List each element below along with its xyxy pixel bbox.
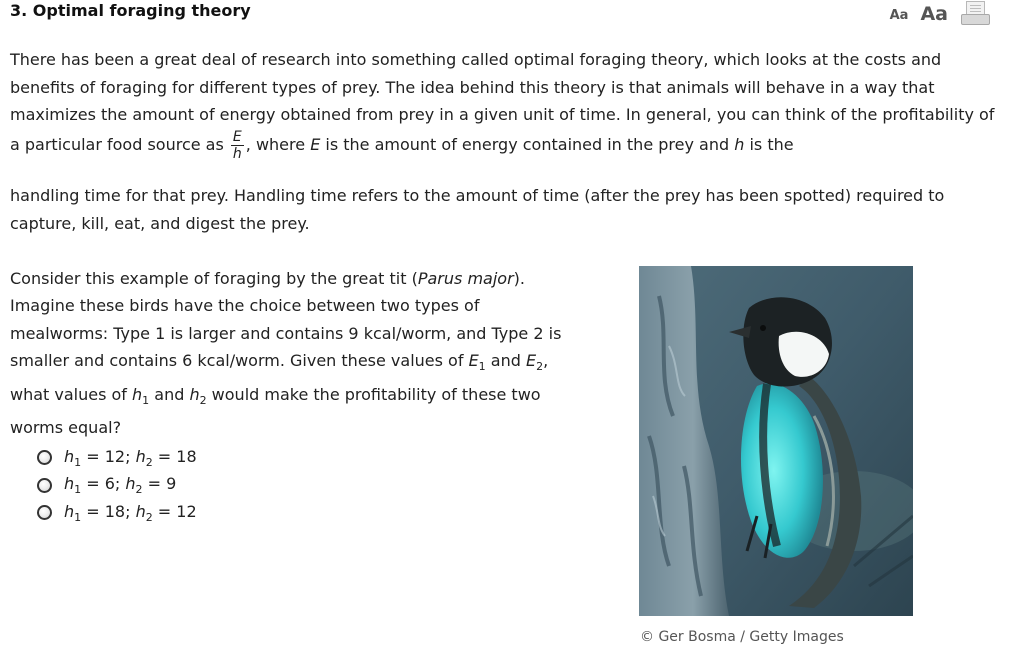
subscript: 1 (478, 360, 486, 374)
problem-text: ). Imagine these birds have the choice between two types of mealworms: Type 1 is larger and contains 9 kcal/worm, and Type 2 is smaller and contains 6 kcal/worm. Given these values of (10, 269, 562, 371)
answer-option[interactable] (37, 472, 197, 500)
fraction-denominator: h (232, 145, 242, 162)
handling-time-paragraph: handling time for that prey. Handling time refers to the amount of time (after the prey has been spotted) required to capture, kill, eat, and digest the prey. (10, 186, 945, 233)
radio-button[interactable] (37, 505, 52, 520)
increase-font-button[interactable]: Aa (920, 3, 948, 25)
printer-icon[interactable] (960, 1, 990, 25)
fraction-numerator: E (231, 129, 244, 146)
intro-text-part: , where (245, 134, 311, 154)
problem-text: would make the profitability of these two worms equal? (10, 384, 541, 438)
intro-text-part: is the amount of energy contained in the prey and (320, 134, 735, 154)
option-label: $h_1 = 12$; $h_2 = 18$ (64, 446, 197, 469)
subscript: 1 (142, 394, 150, 407)
option-label: $h_1 = 18$; $h_2 = 12$ (64, 501, 197, 524)
variable-e1: E (468, 351, 479, 371)
species-name: Parus major (417, 269, 514, 288)
answer-option[interactable] (37, 444, 197, 472)
variable-h: h (734, 134, 745, 154)
image-credit: © Ger Bosma / Getty Images (640, 629, 844, 645)
option-label: $h_1 = 6$; $h_2 = 9$ (64, 474, 177, 497)
answer-options (37, 444, 197, 527)
question-title: 3. Optimal foraging theory (10, 1, 251, 20)
radio-button[interactable] (37, 450, 52, 465)
toolbar (890, 1, 990, 25)
intro-text: There has been a great deal of research into something called optimal foraging theory, which looks at the costs and benefits of foraging for different types of prey. The idea behind this theory is that animals will behave in a way that maximizes the amount of energy obtained from prey in a given unit of time. In general, you can think of the profitability of a particular food source as (10, 50, 995, 154)
subscript: 2 (199, 394, 207, 407)
problem-text: , what values of (10, 351, 549, 404)
intro-paragraph (10, 46, 995, 162)
problem-text: Consider this example of foraging by the great tit ( (10, 269, 418, 288)
great-tit-photo (639, 266, 913, 616)
problem-paragraph (10, 265, 570, 442)
variable-h1: h (132, 384, 143, 404)
decrease-font-button[interactable]: Aa (889, 8, 909, 23)
subscript: 2 (536, 360, 544, 374)
variable-h2: h (189, 384, 200, 404)
profitability-fraction (231, 129, 244, 162)
problem-text: and (485, 351, 526, 371)
problem-text: and (149, 384, 190, 404)
radio-button[interactable] (37, 478, 52, 493)
intro-text-part: is the (744, 134, 794, 154)
variable-e2: E (525, 351, 537, 371)
answer-option[interactable] (37, 499, 197, 527)
variable-e: E (310, 134, 321, 154)
